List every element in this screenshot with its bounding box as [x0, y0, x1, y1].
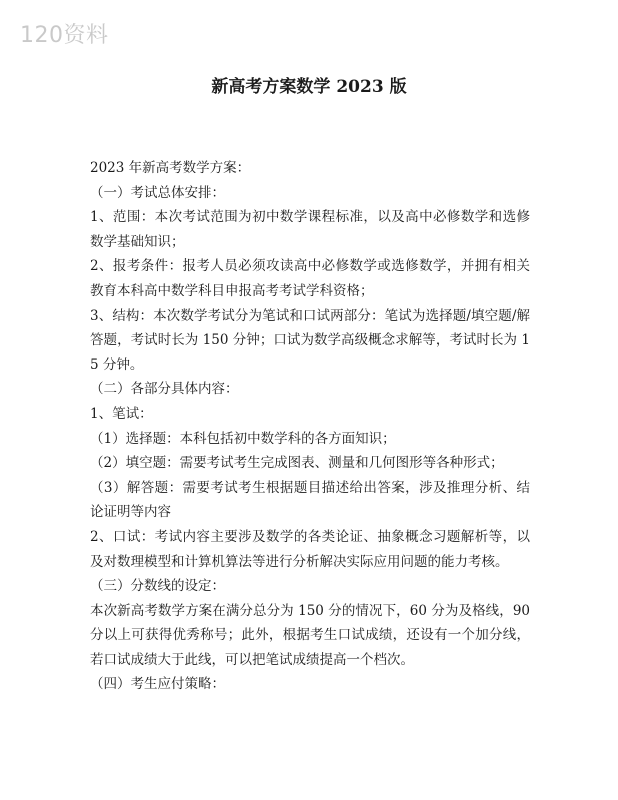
- document-body: [90, 156, 530, 697]
- paragraph-fill-blank: （2）填空题：需要考试考生完成图表、测量和几何图形等各种形式；: [90, 455, 504, 472]
- section-heading-score-line: （三）分数线的设定：: [90, 578, 225, 595]
- section-heading-overall: （一）考试总体安排：: [90, 184, 225, 201]
- section-heading-strategy: （四）考生应付策略：: [90, 676, 225, 693]
- paragraph-structure: 3、结构：本次数学考试分为笔试和口试两部分：笔试为选择题/填空题/解答题，考试时长为 150 分钟；口试为数学高级概念求解等，考试时长为 15 分钟。: [90, 307, 530, 373]
- document-title: 新高考方案数学 2023 版: [211, 77, 407, 97]
- watermark-logo: 120资料: [20, 23, 109, 48]
- paragraph-oral-exam: 2、口试：考试内容主要涉及数学的各类论证、抽象概念习题解析等，以及对数理模型和计算机算法等进行分析解决实际应用问题的能力考核。: [90, 528, 530, 570]
- paragraph-written-exam: 1、笔试：: [90, 405, 153, 422]
- paragraph-multiple-choice: （1）选择题：本科包括初中数学科的各方面知识；: [90, 430, 396, 447]
- paragraph-problem-solving: （3）解答题：需要考试考生根据题目描述给出答案，涉及推理分析、结论证明等内容: [90, 479, 530, 521]
- paragraph-scope: 1、范围：本次考试范围为初中数学课程标准，以及高中必修数学和选修数学基础知识；: [90, 209, 530, 250]
- paragraph-eligibility: 2、报考条件：报考人员必须攻读高中必修数学或选修数学，并拥有相关教育本科高中数学科目申报高考考试学科资格；: [90, 258, 530, 299]
- paragraph-score-line: 本次新高考数学方案在满分总分为 150 分的情况下，60 分为及格线，90 分以上可获得优秀称号；此外，根据考生口试成绩，还设有一个加分线，若口试成绩大于此线，可以把笔试成绩提高一个档次。: [90, 602, 530, 668]
- section-heading-contents: （二）各部分具体内容：: [90, 381, 239, 398]
- paragraph-intro: 2023 年新高考数学方案：: [90, 160, 251, 176]
